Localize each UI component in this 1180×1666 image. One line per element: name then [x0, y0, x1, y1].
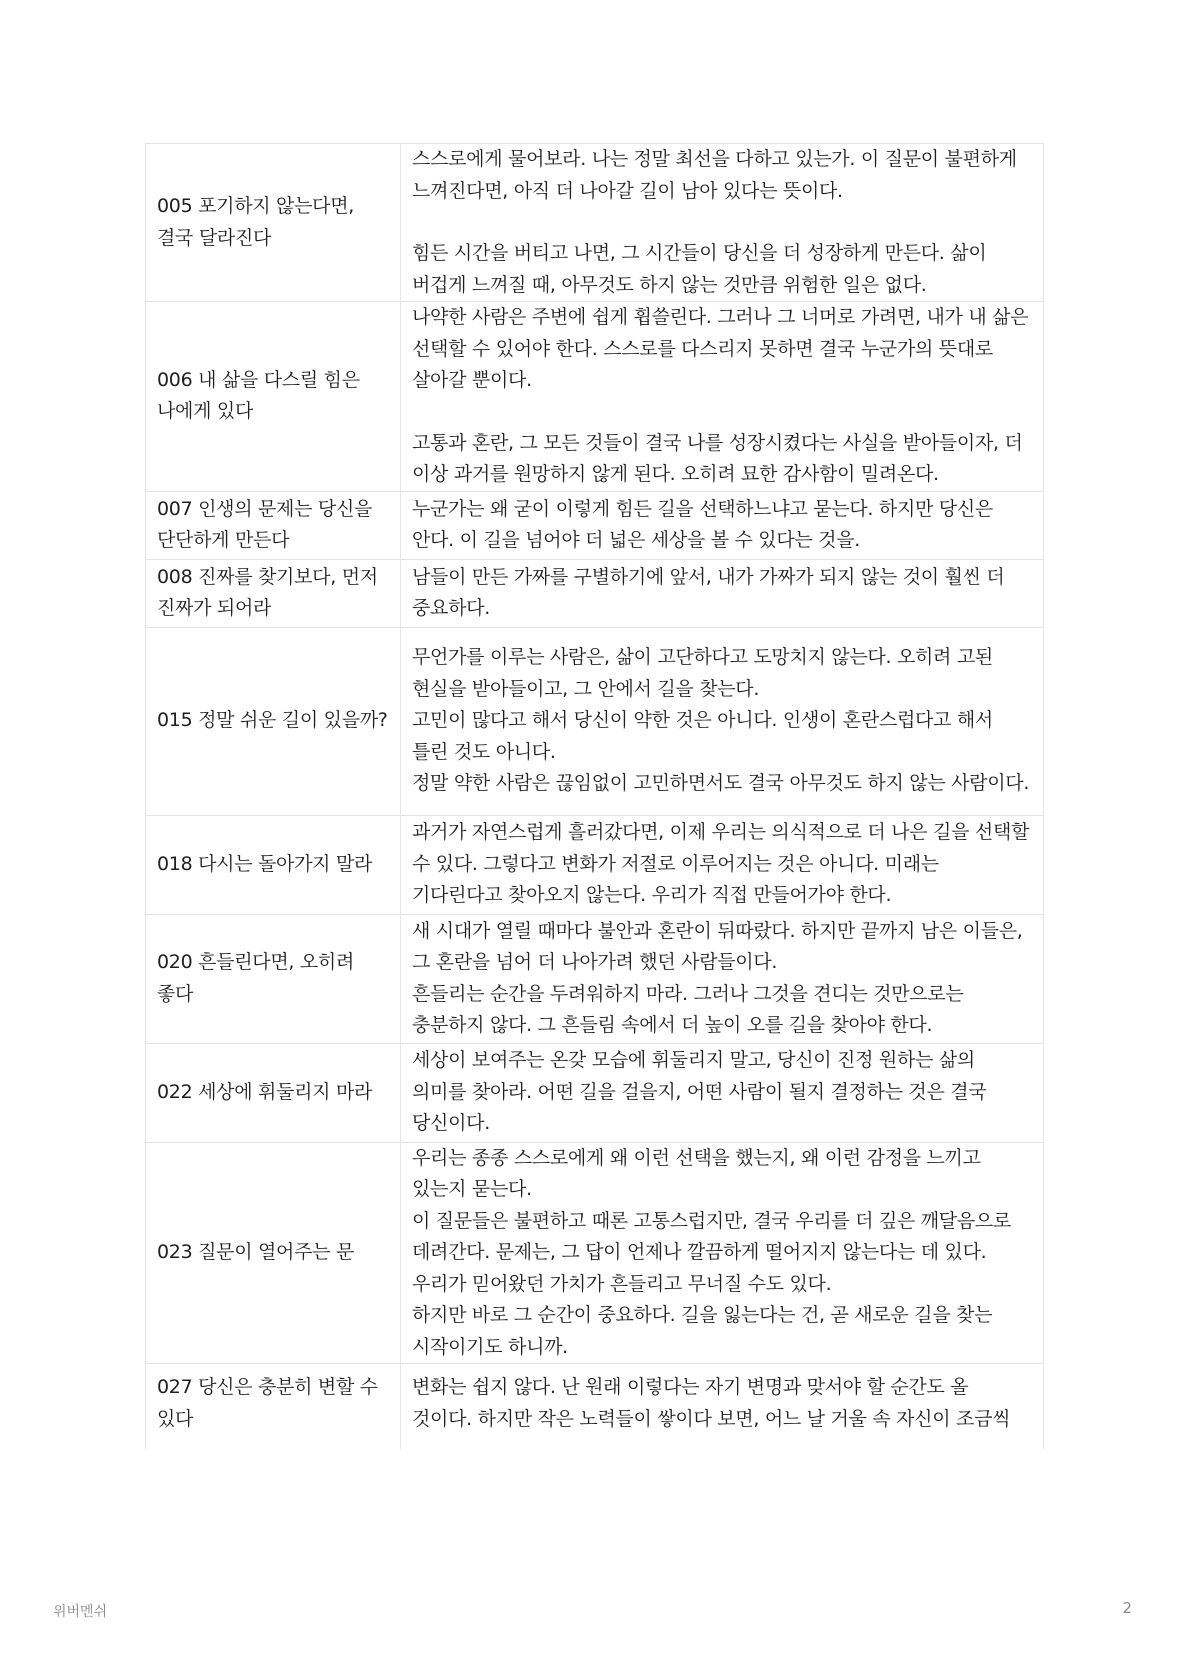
row-body: [401, 559, 1044, 627]
table-row: [146, 491, 1044, 559]
table-row: [146, 815, 1044, 914]
row-body: [401, 491, 1044, 559]
row-body: [401, 144, 1044, 302]
body-line: 흔들리는 순간을 두려워하지 마라. 그러나 그것을 견디는 것만으로는 충분하지 않다. 그 흔들림 속에서 더 높이 오를 길을 찾아야 한다.: [412, 982, 964, 1036]
table-row: [146, 559, 1044, 627]
row-title: 005 포기하지 않는다면, 결국 달라진다: [146, 144, 401, 302]
body-line: 과거가 자연스럽게 흘러갔다면, 이제 우리는 의식적으로 더 나은 길을 선택할 수 있다. 그렇다고 변화가 저절로 이루어지는 것은 아니다. 미래는 기다린다고 찾아오지 않는다. 우리가 직접 만들어가야 한다.: [412, 821, 1030, 907]
row-body: [401, 1142, 1044, 1364]
table-row: [146, 914, 1044, 1043]
row-title: 006 내 삶을 다스릴 힘은 나에게 있다: [146, 302, 401, 492]
row-body: [401, 914, 1044, 1043]
row-title: 027 당신은 충분히 변할 수 있다: [146, 1364, 401, 1449]
table-row: [146, 1043, 1044, 1142]
body-paragraph: 스스로에게 물어보라. 나는 정말 최선을 다하고 있는가. 이 질문이 불편하게 느껴진다면, 아직 더 나아갈 길이 남아 있다는 뜻이다.: [412, 148, 1017, 202]
row-body: [401, 302, 1044, 492]
row-title: 015 정말 쉬운 길이 있을까?: [146, 627, 401, 815]
body-line: 새 시대가 열릴 때마다 불안과 혼란이 뒤따랐다. 하지만 끝까지 남은 이들은, 그 혼란을 넘어 더 나아가려 했던 사람들이다.: [412, 919, 1023, 973]
row-title: 023 질문이 열어주는 문: [146, 1142, 401, 1364]
table-row: [146, 1364, 1044, 1449]
row-title: 020 흔들린다면, 오히려 좋다: [146, 914, 401, 1043]
quote-table: [145, 143, 1044, 1449]
row-body: [401, 1364, 1044, 1449]
body-line: 세상이 보여주는 온갖 모습에 휘둘리지 말고, 당신이 진정 원하는 삶의 의미를 찾아라. 어떤 길을 걸을지, 어떤 사람이 될지 결정하는 것은 결국 당신이다.: [412, 1049, 987, 1135]
table-row: [146, 1142, 1044, 1364]
row-title: 007 인생의 문제는 당신을 단단하게 만든다: [146, 491, 401, 559]
footer-book-title: 위버멘쉬: [53, 1604, 108, 1620]
page-number: 2: [1122, 1599, 1132, 1617]
table-row: [146, 627, 1044, 815]
body-line: 변화는 쉽지 않다. 난 원래 이렇다는 자기 변명과 맞서야 할 순간도 올 것이다. 하지만 작은 노력들이 쌓이다 보면, 어느 날 거울 속 자신이 조금씩: [412, 1376, 1011, 1430]
row-body: [401, 627, 1044, 815]
body-line: 고민이 많다고 해서 당신이 약한 것은 아니다. 인생이 혼란스럽다고 해서 틀린 것도 아니다.: [412, 709, 993, 763]
quote-table-container: [145, 143, 1043, 1535]
body-paragraph: 고통과 혼란, 그 모든 것들이 결국 나를 성장시켰다는 사실을 받아들이자, 더 이상 과거를 원망하지 않게 된다. 오히려 묘한 감사함이 밀려온다.: [412, 431, 1023, 485]
body-paragraph: 나약한 사람은 주변에 쉽게 휩쓸린다. 그러나 그 너머로 가려면, 내가 내 삶은 선택할 수 있어야 한다. 스스로를 다스리지 못하면 결국 누군가의 뜻대로 살아갈 뿐이다.: [412, 306, 1029, 391]
body-line: 남들이 만든 가짜를 구별하기에 앞서, 내가 가짜가 되지 않는 것이 훨씬 더 중요하다.: [412, 565, 1005, 619]
row-body: [401, 815, 1044, 914]
body-line: 이 질문들은 불편하고 때론 고통스럽지만, 결국 우리를 더 깊은 깨달음으로 데려간다. 문제는, 그 답이 언제나 깔끔하게 떨어지지 않는다는 데 있다. 우리가 믿어왔던 가치가 흔들리고 무너질 수도 있다.: [412, 1209, 1012, 1295]
body-line: 정말 약한 사람은 끊임없이 고민하면서도 결국 아무것도 하지 않는 사람이다.: [412, 772, 1030, 795]
body-line: 누군가는 왜 굳이 이렇게 힘든 길을 선택하느냐고 묻는다. 하지만 당신은 안다. 이 길을 넘어야 더 넓은 세상을 볼 수 있다는 것을.: [412, 497, 993, 551]
row-title: 018 다시는 돌아가지 말라: [146, 815, 401, 914]
body-line: 우리는 종종 스스로에게 왜 이런 선택을 했는지, 왜 이런 감정을 느끼고 있는지 묻는다.: [412, 1146, 981, 1200]
row-body: [401, 1043, 1044, 1142]
body-line: 무언가를 이루는 사람은, 삶이 고단하다고 도망치지 않는다. 오히려 고된 현실을 받아들이고, 그 안에서 길을 찾는다.: [412, 646, 993, 700]
body-line: 하지만 바로 그 순간이 중요하다. 길을 잃는다는 건, 곧 새로운 길을 찾는 시작이기도 하니까.: [412, 1304, 993, 1358]
body-paragraph: 힘든 시간을 버티고 나면, 그 시간들이 당신을 더 성장하게 만든다. 삶이 버겁게 느껴질 때, 아무것도 하지 않는 것만큼 위험한 일은 없다.: [412, 242, 987, 296]
row-title: 022 세상에 휘둘리지 마라: [146, 1043, 401, 1142]
row-title: 008 진짜를 찾기보다, 먼저 진짜가 되어라: [146, 559, 401, 627]
table-row: [146, 302, 1044, 492]
table-row: [146, 144, 1044, 302]
